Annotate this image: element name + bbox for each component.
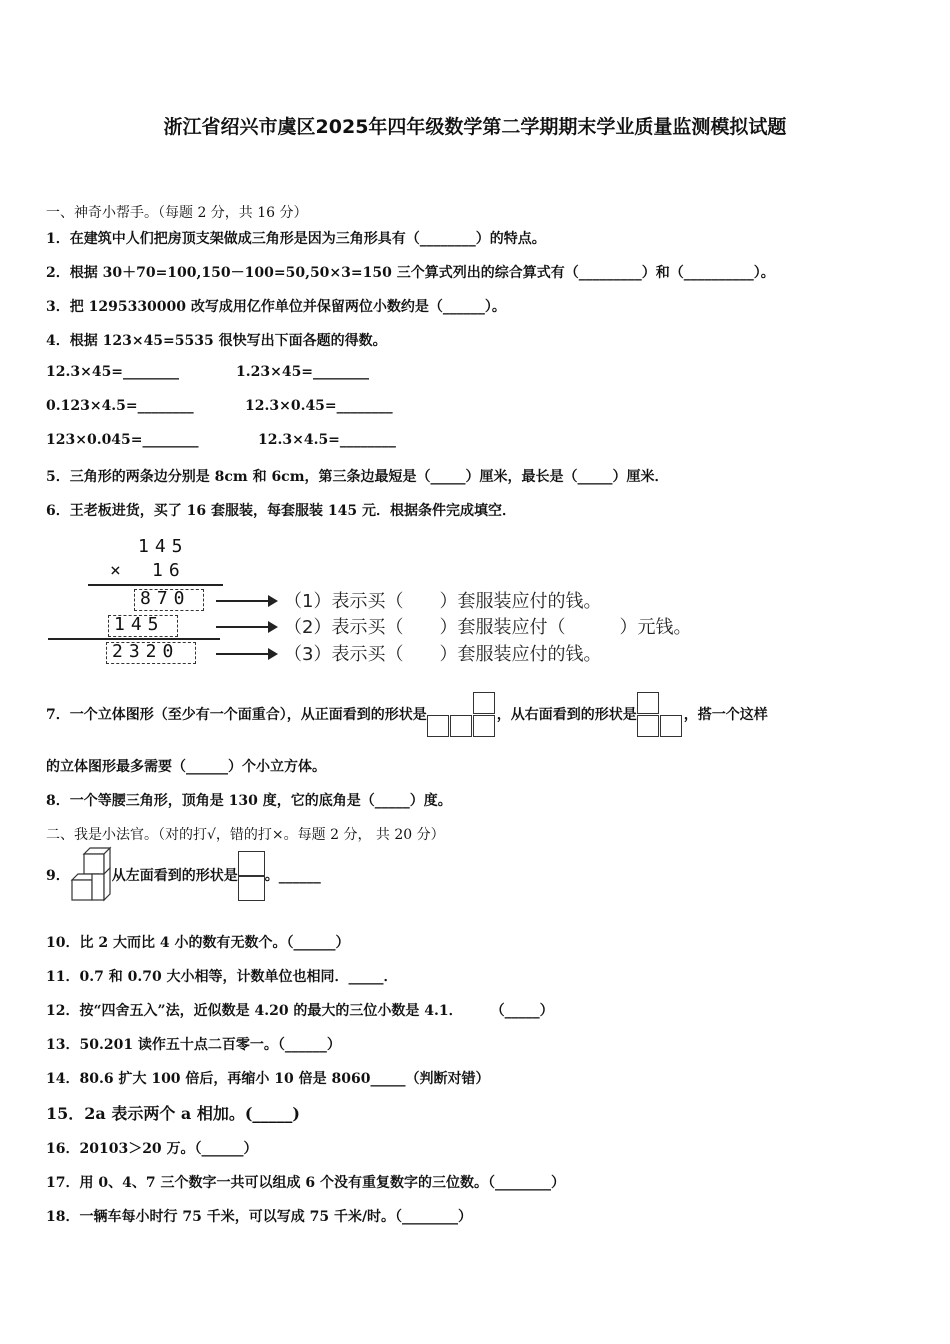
- question-17: 17．用 0、4、7 三个数字一共可以组成 6 个没有重复数字的三位数。（________）: [46, 1175, 565, 1191]
- question-16: 16．20103＞20 万。（______）: [46, 1141, 258, 1157]
- question-6: 6．王老板进货，买了 16 套服装，每套服装 145 元．根据条件完成填空．: [46, 503, 516, 519]
- left-view-diagram: [238, 851, 265, 901]
- q7-text-a: 7．一个立体图形（至少有一个面重合），从正面看到的形状是: [46, 707, 427, 723]
- question-12: 12．按“四舍五入”法，近似数是 4.20 的最大的三位小数是 4.1． （_____）: [46, 1003, 554, 1019]
- question-5: 5．三角形的两条边分别是 8cm 和 6cm，第三条边最短是（_____）厘米，最长是（_____）厘米．: [46, 469, 669, 485]
- question-11: 11．0.7 和 0.70 大小相等，计数单位也相同．_____．: [46, 969, 398, 985]
- q9-answer: 。______: [264, 868, 321, 884]
- question-3: 3．把 1295330000 改写成用亿作单位并保留两位小数约是（______）。: [46, 299, 506, 315]
- question-8: 8．一个等腰三角形，顶角是 130 度，它的底角是（_____）度。: [46, 793, 452, 809]
- q4-item-1: 12.3×45=________: [46, 364, 180, 380]
- product-line-2: [48, 638, 220, 640]
- question-7: [46, 692, 768, 738]
- arrow-3: [216, 653, 276, 655]
- question-2: 2．根据 30＋70=100,150－100=50,50×3=150 三个算式列出的综合算式有（_________）和（__________）。: [46, 265, 775, 281]
- section-2-heading: 二、我是小法官。（对的打√，错的打×。每题 2 分， 共 20 分）: [46, 827, 445, 843]
- q9-text: 从左面看到的形状是: [111, 868, 238, 884]
- cube-stack-diagram: [70, 846, 112, 906]
- q9-number: 9．: [46, 868, 70, 884]
- question-7-continued: 的立体图形最多需要（______）个小立方体。: [46, 759, 326, 775]
- q7-text-b: ，从右面看到的形状是: [496, 707, 637, 723]
- multiplicand: 145: [138, 536, 189, 557]
- question-10: 10．比 2 大而比 4 小的数有无数个。（______）: [46, 935, 350, 951]
- arrow-1: [216, 600, 276, 602]
- multiplication-figure: [48, 532, 728, 667]
- question-4: 4．根据 123×45=5535 很快写出下面各题的得数。: [46, 333, 387, 349]
- product-line-1: [88, 584, 223, 586]
- q4-item-4: 12.3×0.45=________: [245, 398, 393, 414]
- q4-item-2: 1.23×45=________: [236, 364, 370, 380]
- note-1: （1）表示买（ ）套服装应付的钱。: [284, 591, 602, 612]
- partial-product-2: 145: [114, 614, 165, 635]
- q4-item-3: 0.123×4.5=________: [46, 398, 194, 414]
- question-14: 14．80.6 扩大 100 倍后，再缩小 10 倍是 8060_____（判断对错）: [46, 1071, 490, 1087]
- question-13: 13．50.201 读作五十点二百零一。（______）: [46, 1037, 341, 1053]
- q4-item-6: 12.3×4.5=________: [258, 432, 396, 448]
- times-sign: ×: [110, 560, 127, 581]
- front-view-diagram: [427, 692, 497, 738]
- partial-product-1: 870: [140, 588, 191, 609]
- note-3: （3）表示买（ ）套服装应付的钱。: [284, 644, 602, 665]
- q4-item-5: 123×0.045=________: [46, 432, 199, 448]
- section-1-heading: 一、神奇小帮手。（每题 2 分，共 16 分）: [46, 205, 308, 221]
- note-2: （2）表示买（ ）套服装应付（ ）元钱。: [284, 617, 692, 638]
- question-1: 1．在建筑中人们把房顶支架做成三角形是因为三角形具有（________）的特点。: [46, 231, 546, 247]
- right-view-diagram: [637, 692, 684, 738]
- product: 2320: [112, 641, 180, 662]
- page-title: 浙江省绍兴市虞区2025年四年级数学第二学期期末学业质量监测模拟试题: [163, 116, 787, 138]
- multiplier: 16: [152, 560, 186, 581]
- question-18: 18．一辆车每小时行 75 千米，可以写成 75 千米/时。（________）: [46, 1209, 473, 1225]
- question-9: [46, 846, 321, 906]
- arrow-2: [216, 626, 276, 628]
- question-15: 15．2a 表示两个 a 相加。(_____): [46, 1104, 300, 1123]
- q7-text-c: ，搭一个这样: [683, 707, 768, 723]
